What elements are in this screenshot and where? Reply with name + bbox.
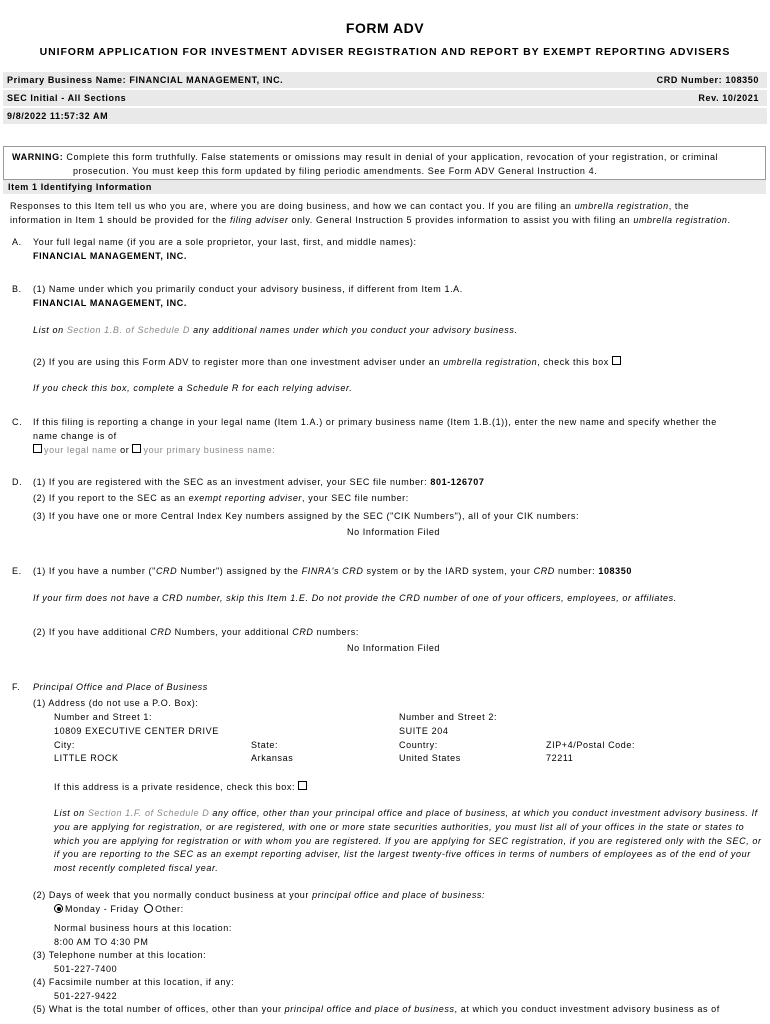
business-days-question: (2) Days of week that you normally conduct business at your principal office and place of business: (33, 890, 486, 900)
schedule-d-1f-link[interactable]: Section 1.F. of Schedule D (87, 808, 210, 818)
item-b-schedule-r-note: If you check this box, complete a Schedule R for each relying adviser. (33, 383, 353, 393)
crd-number-answer: 108350 (598, 566, 632, 576)
revision-label: Rev. 10/2021 (698, 93, 759, 103)
business-name-option-label: your primary business name: (143, 445, 276, 455)
street2-value: SUITE 204 (399, 726, 449, 736)
item-b-list-note: List on Section 1.B. of Schedule D any additional names under which you conduct your advisory business. (33, 325, 518, 335)
other-days-label: Other: (155, 904, 184, 914)
item-e-letter: E. (12, 566, 22, 576)
item1-heading: Item 1 Identifying Information (8, 182, 153, 192)
state-value: Arkansas (251, 753, 294, 763)
city-label: City: (54, 740, 75, 750)
item-b-q2: (2) If you are using this Form ADV to register more than one investment adviser under an umbrella registration, check this box (33, 356, 623, 367)
street1-label: Number and Street 1: (54, 712, 153, 722)
sec-file-number: 801-126707 (430, 477, 485, 487)
item-b-letter: B. (12, 284, 22, 294)
form-subtitle: UNIFORM APPLICATION FOR INVESTMENT ADVISER REGISTRATION AND REPORT BY EXEMPT REPORTING ADVISERS (39, 46, 731, 58)
telephone-value: 501-227-7400 (54, 964, 118, 974)
legal-name-change-checkbox[interactable] (33, 444, 42, 453)
item-e-q1: (1) If you have a number ("CRD Number") assigned by the FINRA's CRD system or by the IARD system, your CRD number: 108350 (33, 566, 632, 576)
header-bar-timestamp (3, 108, 767, 124)
monday-friday-label: Monday - Friday (65, 904, 140, 914)
business-name-change-checkbox[interactable] (132, 444, 141, 453)
warning-text-2: prosecution. You must keep this form updated by filing periodic amendments. See Form ADV General Instruction 4. (73, 166, 598, 176)
item-b-a1: FINANCIAL MANAGEMENT, INC. (33, 298, 187, 308)
fax-label: (4) Facsimile number at this location, if any: (33, 977, 235, 987)
item-e-note: If your firm does not have a CRD number, skip this Item 1.E. Do not provide the CRD number of one of your officers, employees, or affiliates. (33, 593, 677, 603)
country-value: United States (399, 753, 461, 763)
warning-text-1: Complete this form truthfully. False statements or omissions may result in denial of your application, revocation of your registration, or criminal (66, 152, 719, 162)
item-c-line-2: name change is of (33, 431, 117, 441)
schedule-d-1f-line-4: if you are reporting to the SEC as an exempt reporting adviser, list the largest twenty-five offices in terms of numbers of employees as of the end of your (54, 849, 751, 859)
sec-initial-label: SEC Initial - All Sections (7, 93, 127, 103)
other-days-radio[interactable] (144, 904, 153, 913)
item-c-line-1: If this filing is reporting a change in your legal name (Item 1.A.) or primary business name (Item 1.B.(1)), enter the new name and specify whether the (33, 417, 717, 427)
umbrella-registration-checkbox[interactable] (612, 356, 621, 365)
country-label: Country: (399, 740, 438, 750)
warning-label: WARNING: (12, 152, 64, 162)
item-b-q1: (1) Name under which you primarily conduct your advisory business, if different from Item 1.A. (33, 284, 463, 294)
item-a-letter: A. (12, 237, 22, 247)
state-label: State: (251, 740, 279, 750)
item-a-question: Your full legal name (if you are a sole proprietor, your last, first, and middle names): (33, 237, 417, 247)
schedule-d-1b-link[interactable]: Section 1.B. of Schedule D (66, 325, 190, 335)
street2-label: Number and Street 2: (399, 712, 498, 722)
telephone-label: (3) Telephone number at this location: (33, 950, 207, 960)
primary-business-name: Primary Business Name: FINANCIAL MANAGEMENT, INC. (7, 75, 284, 85)
item-c-options: your legal name or your primary business name: (33, 444, 275, 455)
item-a-answer: FINANCIAL MANAGEMENT, INC. (33, 251, 187, 261)
header-bar-sec (3, 90, 767, 106)
form-title: FORM ADV (345, 20, 425, 36)
crd-number-header: CRD Number: 108350 (656, 75, 759, 85)
street1-value: 10809 EXECUTIVE CENTER DRIVE (54, 726, 219, 736)
item-d-a3: No Information Filed (347, 527, 441, 537)
item-d-letter: D. (12, 477, 23, 487)
item-d-q2: (2) If you report to the SEC as an exempt reporting adviser, your SEC file number: (33, 493, 409, 503)
item-e-a2: No Information Filed (347, 643, 441, 653)
item1-intro-line-1: Responses to this Item tell us who you are, where you are doing business, and how we can contact you. If you are filing an umbrella registration, the (10, 201, 690, 211)
item-e-q2: (2) If you have additional CRD Numbers, your additional CRD numbers: (33, 627, 359, 637)
item1-heading-bar (3, 180, 766, 194)
hours-label: Normal business hours at this location: (54, 923, 232, 933)
address-label: (1) Address (do not use a P.O. Box): (33, 698, 199, 708)
private-residence-line: If this address is a private residence, check this box: (54, 781, 309, 792)
business-days-options (54, 904, 184, 914)
timestamp: 9/8/2022 11:57:32 AM (7, 111, 109, 121)
schedule-d-1f-line-2: you are applying for registration, or are registered, with one or more state securities authorities, you must list all of your offices in the state or states to (54, 822, 745, 832)
header-bar-business (3, 72, 767, 88)
item-f-letter: F. (12, 682, 21, 692)
item1-intro-line-2: information in Item 1 should be provided for the filing adviser only. General Instruction 5 provides information to assist you with filing an umbrella registration. (10, 215, 731, 225)
hours-value: 8:00 AM TO 4:30 PM (54, 937, 149, 947)
monday-friday-radio[interactable] (54, 904, 63, 913)
private-residence-checkbox[interactable] (298, 781, 307, 790)
zip-value: 72211 (546, 753, 574, 763)
schedule-d-1f-line-1: List on Section 1.F. of Schedule D any office, other than your principal office and place of business, at which you conduct investment advisory business. If (54, 808, 758, 818)
fax-value: 501-227-9422 (54, 991, 118, 1001)
item-f-heading: Principal Office and Place of Business (33, 682, 208, 692)
zip-label: ZIP+4/Postal Code: (546, 740, 636, 750)
city-value: LITTLE ROCK (54, 753, 119, 763)
schedule-d-1f-line-5: most recently completed fiscal year. (54, 863, 219, 873)
warning-line-1 (12, 152, 718, 162)
item-d-q3: (3) If you have one or more Central Index Key numbers assigned by the SEC ("CIK Numbers"), all of your CIK numbers: (33, 511, 580, 521)
item-c-letter: C. (12, 417, 23, 427)
item-d-q1: (1) If you are registered with the SEC as an investment adviser, your SEC file number: 801-126707 (33, 477, 485, 487)
offices-question: (5) What is the total number of offices, other than your principal office and place of business, at which you conduct investment advisory business as of (33, 1004, 720, 1014)
schedule-d-1f-line-3: which you are applying for registration or with whom you are registered. If you are applying for SEC registration, if you are registered only with the SEC, or (54, 836, 762, 846)
legal-name-option-label: your legal name (44, 445, 118, 455)
